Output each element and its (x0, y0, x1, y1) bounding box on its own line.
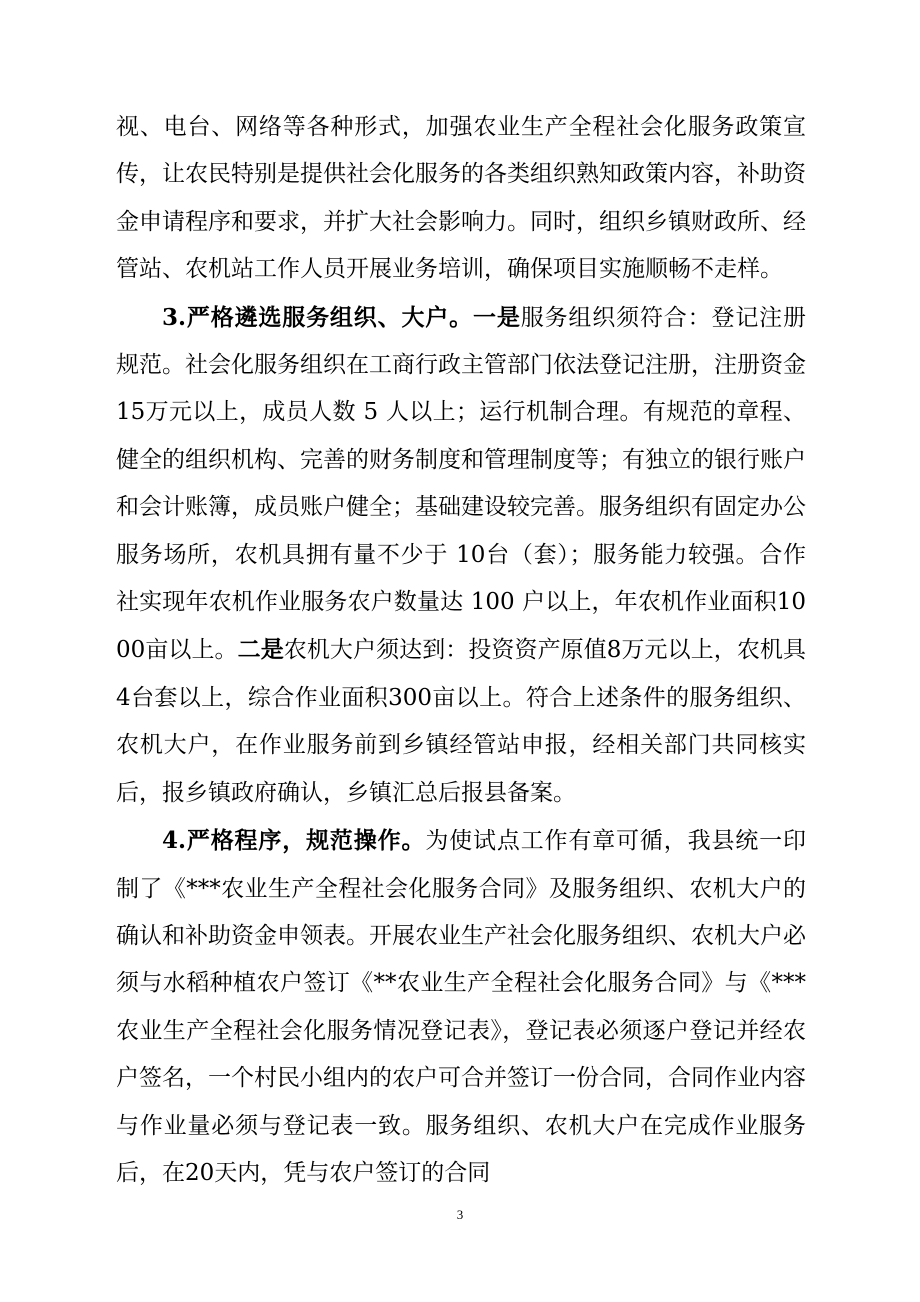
paragraph-text: 农机大户须达到：投资资产原值8万元以上，农机具4台套以上，综合作业面积300亩以上。符合上述条件的服务组织、农机大户，在作业服务前到乡镇经管站申报，经相关部门共同核实后，报乡镇政府确认，乡镇汇总后报县备案。 (116, 637, 806, 806)
lead-phrase-second: 二是 (237, 636, 284, 664)
lead-phrase-first: 一是 (473, 303, 521, 331)
page-number: 3 (456, 1207, 464, 1222)
paragraph-text: 为使试点工作有章可循，我县统一印制了《***农业生产全程社会化服务合同》及服务组织、农机大户的确认和补助资金申领表。开展农业生产社会化服务组织、农机大户必须与水稻种植农户签订《**农业生产全程社会化服务合同》与《***农业生产全程社会化服务情况登记表》，登记表必须逐户登记并经农户签名，一个村民小组内的农户可合并签订一份合同，合同作业内容与作业量必须与登记表一致。服务组织、农机大户在完成作业服务后，在20天内，凭与农户签订的合同 (116, 828, 806, 1186)
section-heading-3: 3.严格遴选服务组织、大户。 (162, 303, 474, 331)
paragraph-selection (116, 294, 806, 817)
paragraph-text: 视、电台、网络等各种形式，加强农业生产全程社会化服务政策宣传，让农民特别是提供社会化服务的各类组织熟知政策内容，补助资金申请程序和要求，并扩大社会影响力。同时，组织乡镇财政所、经管站、农机站工作人员开展业务培训，确保项目实施顺畅不走样。 (116, 114, 806, 283)
paragraph-publicity (116, 104, 806, 294)
section-heading-4: 4.严格程序，规范操作。 (162, 827, 426, 855)
paragraph-text: 服务组织须符合：登记注册规范。社会化服务组织在工商行政主管部门依法登记注册，注册资金15万元以上，成员人数 5 人以上；运行机制合理。有规范的章程、健全的组织机构、完善的财务制度和管理制度等；有独立的银行账户和会计账簿，成员账户健全；基础建设较完善。服务组织有固定办公服务场所，农机具拥有量不少于 10台（套）；服务能力较强。合作社实现年农机作业服务农户数量达 100 户以上，年农机作业面积1000亩以上。 (116, 304, 807, 664)
document-body (116, 104, 806, 1197)
paragraph-procedure (116, 817, 806, 1197)
